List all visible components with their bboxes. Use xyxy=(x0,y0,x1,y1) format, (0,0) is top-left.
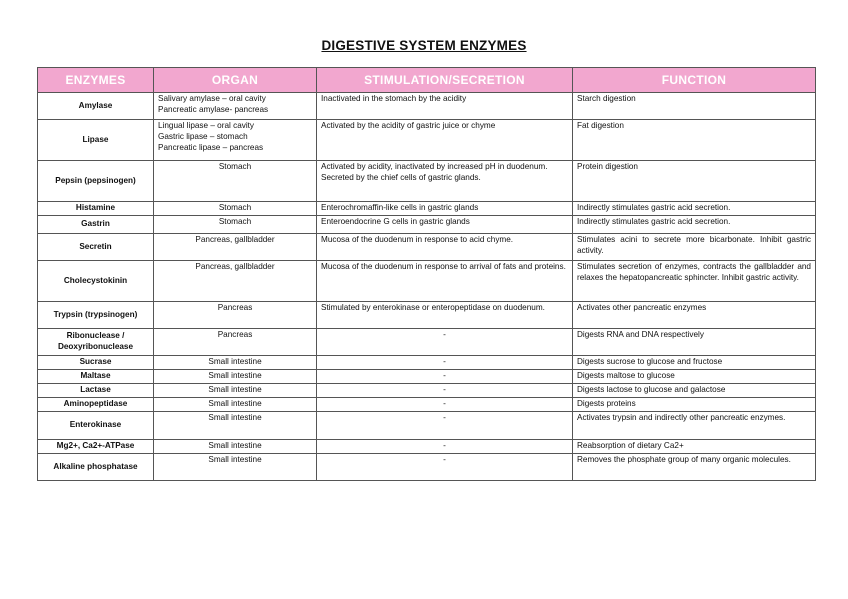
header-organ: ORGAN xyxy=(154,68,317,93)
stimulation-text: Secreted by the chief cells of gastric glands. xyxy=(321,172,481,182)
organ-cell xyxy=(154,329,317,356)
stimulation-text: - xyxy=(443,357,446,366)
enzyme-name: Aminopeptidase xyxy=(63,399,128,409)
enzyme-name: Lactase xyxy=(80,385,111,395)
enzyme-name: Pepsin (pepsinogen) xyxy=(55,175,136,185)
organ-text: Small intestine xyxy=(208,413,262,422)
function-cell xyxy=(573,356,816,370)
function-text: Reabsorption of dietary Ca2+ xyxy=(577,441,684,450)
function-cell xyxy=(573,302,816,329)
organ-text: Pancreas xyxy=(217,330,253,339)
stimulation-text: - xyxy=(443,455,446,464)
stimulation-text: - xyxy=(443,399,446,408)
organ-cell xyxy=(154,120,317,161)
stimulation-text: - xyxy=(443,385,446,394)
header-function: FUNCTION xyxy=(573,68,816,93)
header-enzymes: ENZYMES xyxy=(38,68,154,93)
enzyme-cell xyxy=(38,370,154,384)
organ-text: Pancreas xyxy=(217,303,253,312)
enzyme-name: Cholecystokinin xyxy=(63,275,128,285)
organ-text: Pancreas, gallbladder xyxy=(195,262,275,271)
stimulation-cell xyxy=(317,440,573,454)
table-row xyxy=(38,93,816,120)
function-text: Fat digestion xyxy=(577,121,624,130)
organ-text: Salivary amylase – oral cavity xyxy=(158,94,266,103)
stimulation-cell xyxy=(317,329,573,356)
enzyme-cell xyxy=(38,398,154,412)
page-title: DIGESTIVE SYSTEM ENZYMES xyxy=(321,38,527,53)
enzyme-name: Trypsin (trypsinogen) xyxy=(53,309,138,319)
enzyme-cell xyxy=(38,120,154,161)
organ-cell xyxy=(154,398,317,412)
enzyme-name: Ribonuclease / Deoxyribonuclease xyxy=(57,331,134,351)
function-text: Stimulates secretion of enzymes, contracts the gallbladder and relaxes the hepatopancreatic sphincter. Inhibit gastric activity. xyxy=(577,262,811,282)
table-row xyxy=(38,440,816,454)
stimulation-cell xyxy=(317,120,573,161)
function-cell xyxy=(573,398,816,412)
stimulation-text: Enteroendocrine G cells in gastric glands xyxy=(321,217,470,226)
organ-cell xyxy=(154,202,317,216)
table-row xyxy=(38,412,816,440)
organ-text: Stomach xyxy=(218,162,252,171)
function-text: Protein digestion xyxy=(577,162,638,171)
enzyme-cell xyxy=(38,329,154,356)
stimulation-cell xyxy=(317,454,573,481)
function-text: Stimulates acini to secrete more bicarbonate. Inhibit gastric activity. xyxy=(577,235,811,255)
table-header-row xyxy=(38,68,816,93)
function-cell xyxy=(573,202,816,216)
organ-text: Gastric lipase – stomach xyxy=(158,131,248,141)
stimulation-text: Enterochromaffin-like cells in gastric glands xyxy=(321,203,479,212)
stimulation-text: Stimulated by enterokinase or enteropeptidase on duodenum. xyxy=(321,303,545,312)
organ-text: Small intestine xyxy=(208,385,262,394)
enzyme-cell xyxy=(38,454,154,481)
function-text: Activates trypsin and indirectly other pancreatic enzymes. xyxy=(577,413,786,422)
enzyme-cell xyxy=(38,440,154,454)
organ-text: Stomach xyxy=(218,217,252,226)
function-cell xyxy=(573,120,816,161)
stimulation-cell xyxy=(317,234,573,261)
table-row xyxy=(38,302,816,329)
enzyme-cell xyxy=(38,356,154,370)
stimulation-text: - xyxy=(443,441,446,450)
organ-text: Pancreas, gallbladder xyxy=(195,235,275,244)
function-cell xyxy=(573,329,816,356)
organ-cell xyxy=(154,216,317,234)
stimulation-cell xyxy=(317,302,573,329)
table-row xyxy=(38,202,816,216)
organ-text: Small intestine xyxy=(208,357,262,366)
table-row xyxy=(38,370,816,384)
header-stimulation: STIMULATION/SECRETION xyxy=(317,68,573,93)
function-cell xyxy=(573,161,816,202)
function-cell xyxy=(573,261,816,302)
organ-cell xyxy=(154,302,317,329)
function-text: Removes the phosphate group of many organic molecules. xyxy=(577,455,791,464)
enzyme-name: Amylase xyxy=(78,100,113,110)
function-cell xyxy=(573,440,816,454)
organ-text: Small intestine xyxy=(208,371,262,380)
enzyme-name: Maltase xyxy=(80,371,111,381)
organ-cell xyxy=(154,261,317,302)
table-row xyxy=(38,356,816,370)
function-text: Digests sucrose to glucose and fructose xyxy=(577,357,723,366)
function-cell xyxy=(573,93,816,120)
enzyme-cell xyxy=(38,234,154,261)
table-row xyxy=(38,261,816,302)
organ-text: Lingual lipase – oral cavity xyxy=(158,121,255,130)
function-cell xyxy=(573,234,816,261)
stimulation-cell xyxy=(317,161,573,202)
stimulation-cell xyxy=(317,356,573,370)
stimulation-cell xyxy=(317,398,573,412)
organ-text: Pancreatic amylase- pancreas xyxy=(158,104,269,114)
organ-cell xyxy=(154,370,317,384)
stimulation-cell xyxy=(317,261,573,302)
stimulation-cell xyxy=(317,384,573,398)
stimulation-cell xyxy=(317,216,573,234)
enzyme-name: Histamine xyxy=(75,203,116,213)
table-row xyxy=(38,454,816,481)
stimulation-text: Activated by acidity, inactivated by increased pH in duodenum. xyxy=(321,162,548,171)
enzyme-cell xyxy=(38,216,154,234)
function-text: Digests lactose to glucose and galactose xyxy=(577,385,726,394)
function-cell xyxy=(573,412,816,440)
enzyme-cell xyxy=(38,93,154,120)
function-text: Indirectly stimulates gastric acid secretion. xyxy=(577,217,731,226)
organ-cell xyxy=(154,234,317,261)
enzyme-cell xyxy=(38,302,154,329)
function-text: Digests maltose to glucose xyxy=(577,371,675,380)
table-row xyxy=(38,216,816,234)
enzyme-name: Gastrin xyxy=(81,219,110,229)
table-row xyxy=(38,161,816,202)
organ-text: Pancreatic lipase – pancreas xyxy=(158,142,264,152)
organ-cell xyxy=(154,161,317,202)
function-text: Activates other pancreatic enzymes xyxy=(577,303,707,312)
stimulation-cell xyxy=(317,202,573,216)
organ-cell xyxy=(154,93,317,120)
enzyme-name: Secretin xyxy=(79,241,112,251)
organ-text: Small intestine xyxy=(208,441,262,450)
enzyme-cell xyxy=(38,384,154,398)
stimulation-cell xyxy=(317,412,573,440)
enzyme-cell xyxy=(38,261,154,302)
stimulation-text: Activated by the acidity of gastric juice or chyme xyxy=(321,121,496,130)
enzyme-name: Sucrase xyxy=(79,357,112,367)
organ-text: Stomach xyxy=(218,203,252,212)
organ-cell xyxy=(154,384,317,398)
table-row xyxy=(38,234,816,261)
organ-cell xyxy=(154,440,317,454)
organ-cell xyxy=(154,356,317,370)
function-text: Indirectly stimulates gastric acid secretion. xyxy=(577,203,731,212)
stimulation-cell xyxy=(317,370,573,384)
function-text: Digests RNA and DNA respectively xyxy=(577,330,704,339)
function-cell xyxy=(573,216,816,234)
table-row xyxy=(38,398,816,412)
stimulation-text: Mucosa of the duodenum in response to arrival of fats and proteins. xyxy=(321,262,566,271)
enzymes-table xyxy=(37,67,816,481)
stimulation-text: - xyxy=(443,330,446,339)
enzyme-cell xyxy=(38,161,154,202)
enzyme-cell xyxy=(38,412,154,440)
organ-text: Small intestine xyxy=(208,455,262,464)
enzyme-name: Enterokinase xyxy=(69,420,122,430)
function-cell xyxy=(573,454,816,481)
enzyme-name: Mg2+, Ca2+-ATPase xyxy=(56,441,135,451)
stimulation-text: Mucosa of the duodenum in response to acid chyme. xyxy=(321,235,514,244)
table-row xyxy=(38,329,816,356)
enzyme-name: Alkaline phosphatase xyxy=(53,461,138,471)
stimulation-cell xyxy=(317,93,573,120)
function-text: Digests proteins xyxy=(577,399,636,408)
organ-text: Small intestine xyxy=(208,399,262,408)
function-cell xyxy=(573,384,816,398)
organ-cell xyxy=(154,412,317,440)
function-text: Starch digestion xyxy=(577,94,636,103)
stimulation-text: Inactivated in the stomach by the acidity xyxy=(321,94,467,103)
enzyme-cell xyxy=(38,202,154,216)
table-row xyxy=(38,384,816,398)
enzyme-name: Lipase xyxy=(82,134,109,144)
table-row xyxy=(38,120,816,161)
organ-cell xyxy=(154,454,317,481)
stimulation-text: - xyxy=(443,413,446,422)
stimulation-text: - xyxy=(443,371,446,380)
function-cell xyxy=(573,370,816,384)
